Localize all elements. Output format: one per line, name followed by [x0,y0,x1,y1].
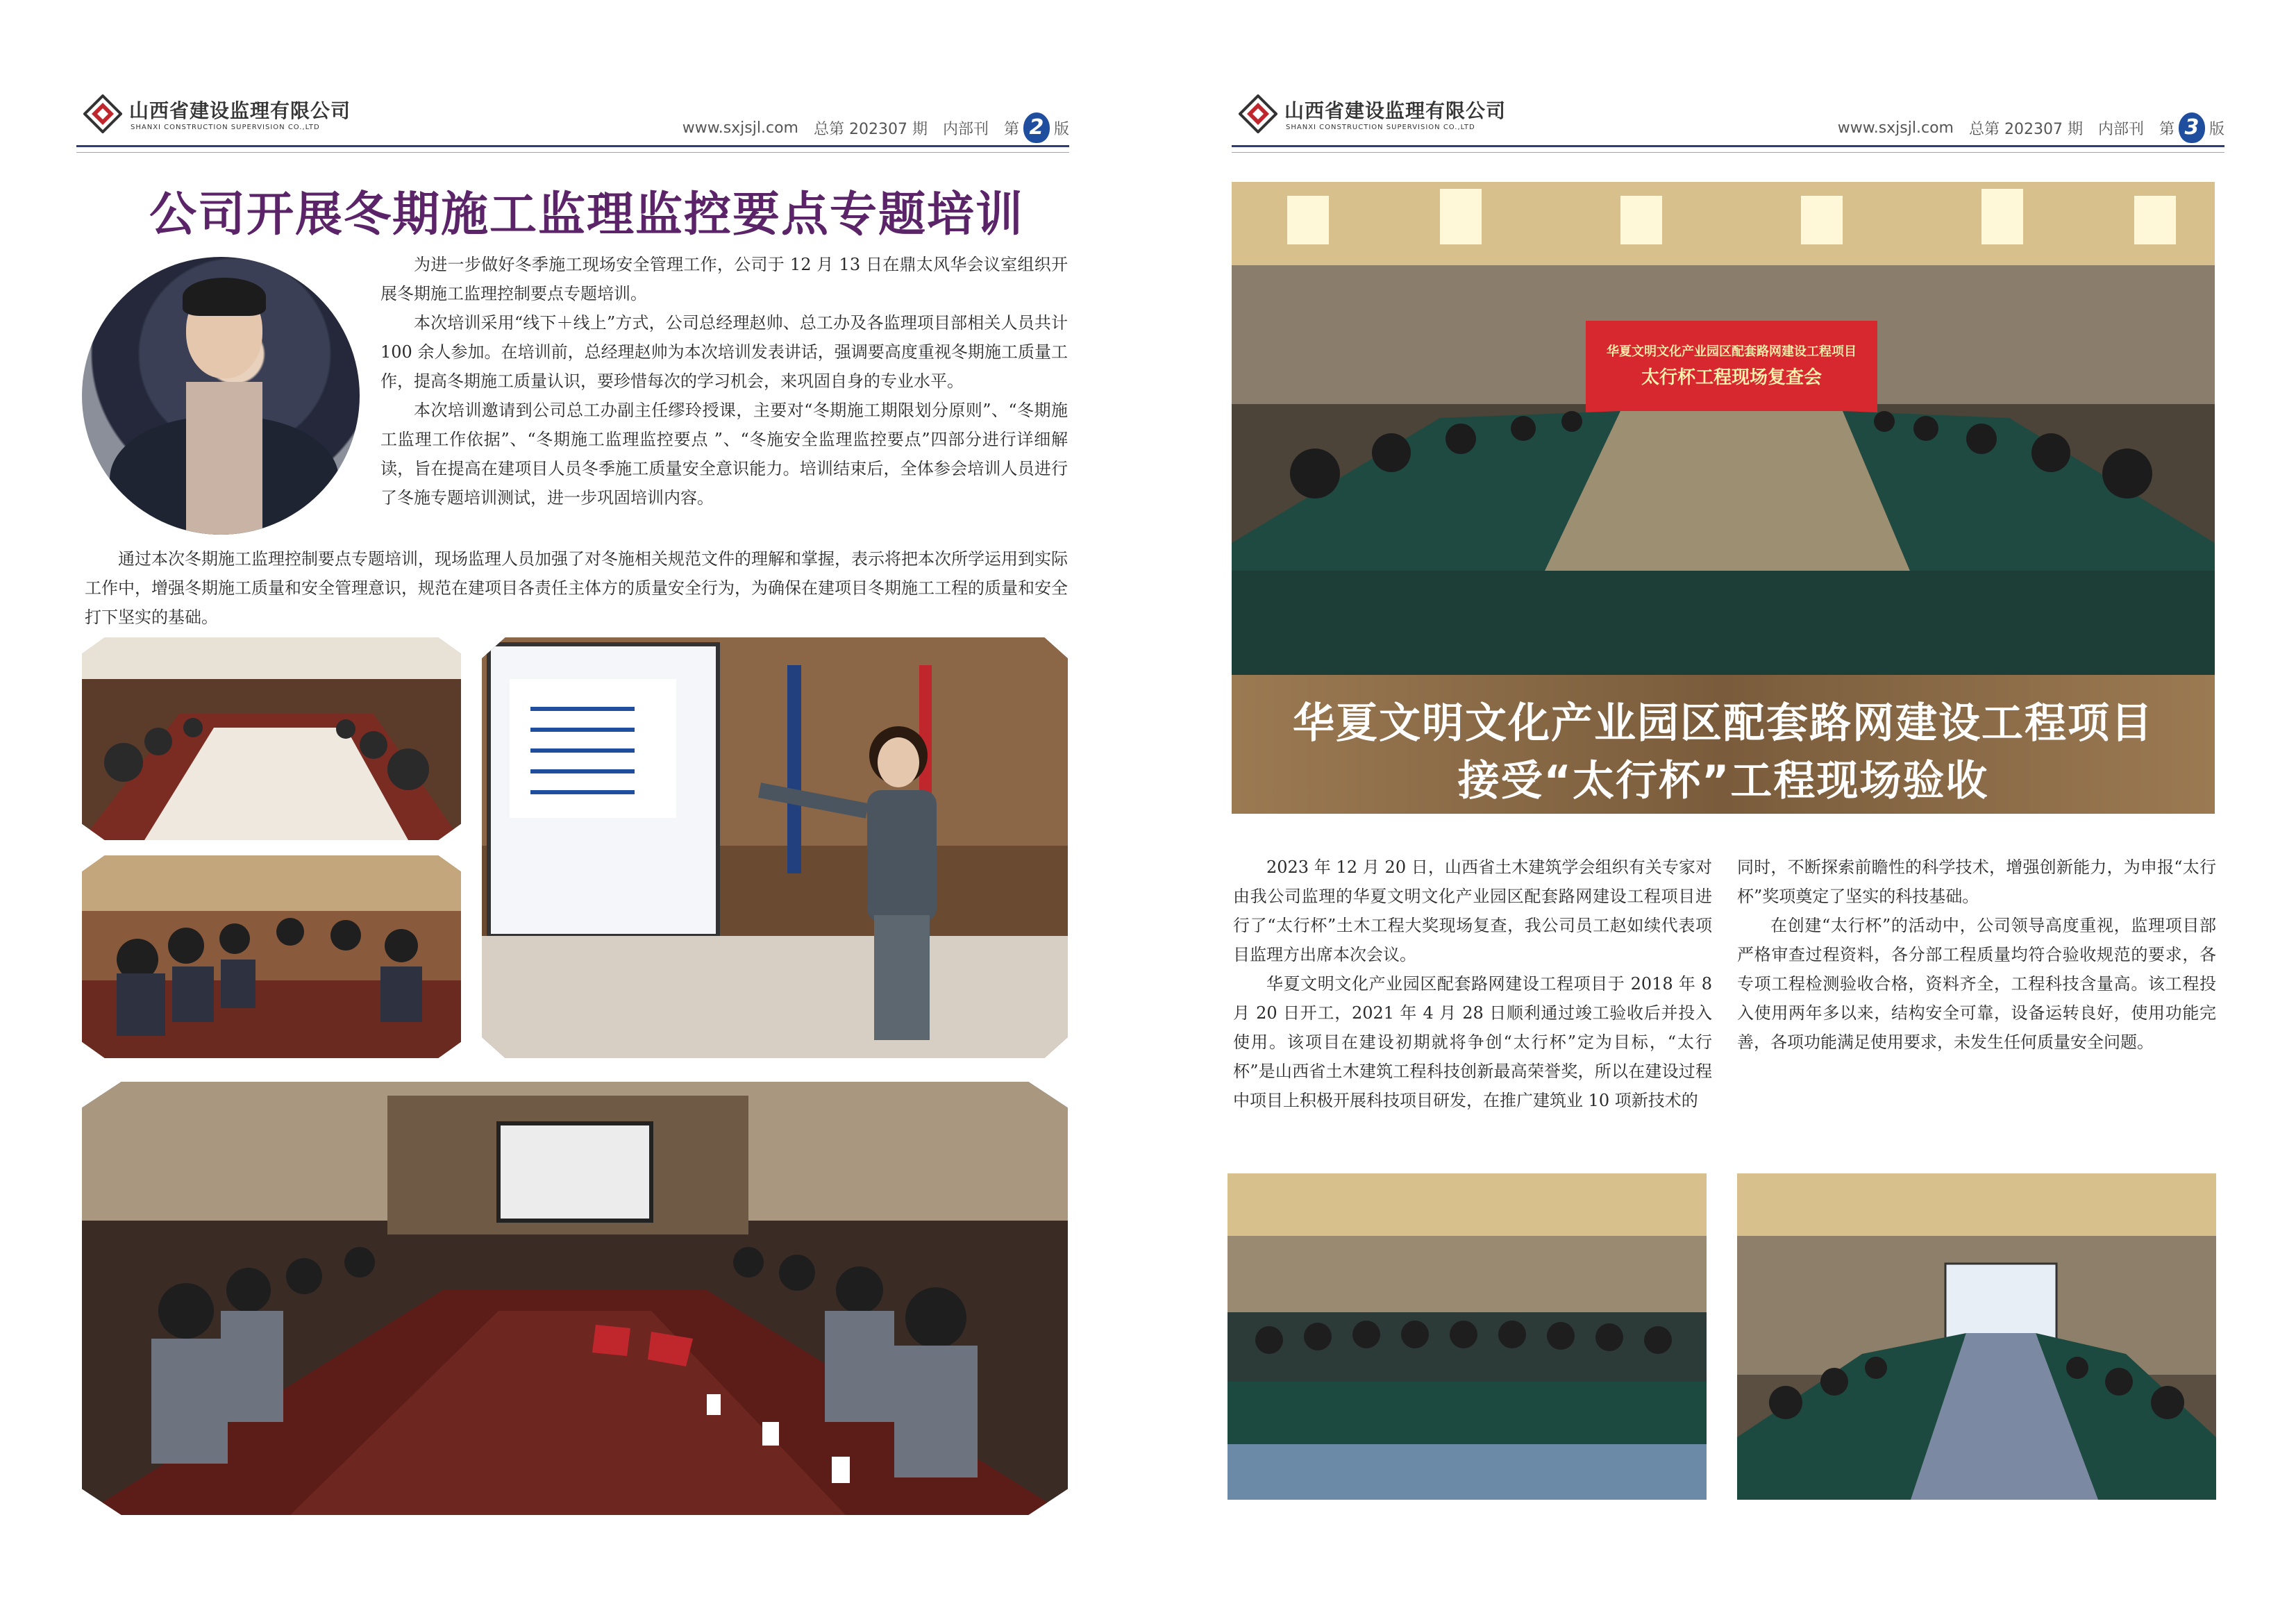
company-name-cn: 山西省建设监理有限公司 [129,99,351,122]
page-number-badge: 2 [1023,112,1050,143]
article-column-1 [1233,853,1712,1115]
page-header [76,85,1069,147]
screen-title: 华夏文明文化产业园区配套路网建设工程项目 [1607,344,1857,359]
page-number: 第 2 版 [1004,112,1069,143]
header-meta [682,112,1069,143]
page-header [1232,85,2224,147]
company-logo-icon [83,94,122,133]
issue-number: 总第 202307 期 [1968,120,2083,138]
screen-subtitle: 太行杯工程现场复查会 [1641,367,1822,388]
paragraph: 通过本次冬期施工监理控制要点专题培训，现场监理人员加强了对冬施相关规范文件的理解和掌握，表示将把本次所学运用到实际工作中，增强冬期施工质量和安全管理意识，规范在建项目各责任主体方的质量安全行为，为确保在建项目冬期施工工程的质量和安全打下坚实的基础。 [85,549,1068,627]
inspection-meeting-photo-1 [1227,1173,1707,1500]
speaker-portrait-photo [82,257,360,535]
paragraph: 本次培训采用“线下＋线上”方式，公司总经理赵帅、总工办及各监理项目部相关人员共计 100 余人参加。在培训前，总经理赵帅为本次培训发表讲话，强调要高度重视冬期施工质量工作，提高冬期施工质量认识，要珍惜每次的学习机会，来巩固自身的专业水平。 [380,313,1068,391]
header-rule [1232,145,2224,147]
article-column-2 [1737,853,2216,1057]
training-photo-2 [82,855,461,1058]
company-logo-icon [1239,94,1277,133]
training-room-photo [82,1082,1068,1515]
header-rule [76,145,1069,147]
issue-number: 总第 202307 期 [813,120,928,138]
article-title-banner [1232,675,2215,814]
conference-hall-photo [1232,182,2215,675]
paragraph: 华夏文明文化产业园区配套路网建设工程项目于 2018 年 8 月 20 日开工，2021 年 4 月 28 日顺利通过竣工验收后并投入使用。该项目在建设初期就将争创“太行杯”定为目标，“太行杯”是山西省土木建筑工程科技创新最高荣誉奖，所以在建设过程中项目上积极开展科技项目研发，在推广建筑业 10 项新技术的 [1233,974,1712,1110]
company-name-cn: 山西省建设监理有限公司 [1284,99,1507,122]
internal-label: 内部刊 [942,120,989,138]
paragraph: 在创建“太行杯”的活动中，公司领导高度重视，监理项目部严格审查过程资料，各分部工程质量均符合验收规范的要求，各专项工程检测验收合格，资料齐全，工程科技含量高。该工程投入使用两年多以来，结构安全可靠，设备运转良好，使用功能完善，各项功能满足使用要求，未发生任何质量安全问题。 [1737,916,2216,1052]
lecturer-photo [482,637,1068,1058]
article-body-top [380,250,1068,512]
inspection-meeting-photo-2 [1737,1173,2216,1500]
article-title: 公司开展冬期施工监理监控要点专题培训 [149,187,1025,242]
website-link[interactable]: www.sxjsjl.com [682,119,798,137]
paragraph: 2023 年 12 月 20 日，山西省土木建筑学会组织有关专家对由我公司监理的华夏文明文化产业园区配套路网建设工程项目进行了“太行杯”土木工程大奖现场复查，我公司员工赵如续代表项目监理方出席本次会议。 [1233,857,1712,964]
paragraph: 为进一步做好冬季施工现场安全管理工作，公司于 12 月 13 日在鼎太风华会议室组织开展冬期施工监理控制要点专题培训。 [380,255,1068,303]
article-body-bottom [85,544,1068,632]
company-name-en: SHANXI CONSTRUCTION SUPERVISION CO.,LTD [1286,124,1475,131]
company-name-en: SHANXI CONSTRUCTION SUPERVISION CO.,LTD [131,124,320,131]
header-rule-thin [1232,152,2224,153]
page-number-badge: 3 [2179,112,2205,143]
page-number: 第 3 版 [2159,112,2224,143]
internal-label: 内部刊 [2097,120,2144,138]
training-photo-1 [82,637,461,840]
website-link[interactable]: www.sxjsjl.com [1837,119,1954,137]
header-meta [1838,112,2224,143]
paragraph: 本次培训邀请到公司总工办副主任缪玲授课，主要对“冬期施工期限划分原则”、“冬期施工监理工作依据”、“冬期施工监理监控要点 ”、“冬施安全监理监控要点”四部分进行详细解读，旨在提高在建项目人员冬季施工质量安全意识能力。培训结束后，全体参会培训人员进行了冬施专题培训测试，进一步巩固培训内容。 [380,401,1068,508]
article-title-line1: 华夏文明文化产业园区配套路网建设工程项目 [1293,699,2154,748]
header-rule-thin [76,152,1069,153]
article-title-line2: 接受“太行杯”工程现场验收 [1457,757,1989,805]
paragraph: 同时，不断探索前瞻性的科学技术，增强创新能力，为申报“太行杯”奖项奠定了坚实的科技基础。 [1737,857,2216,906]
